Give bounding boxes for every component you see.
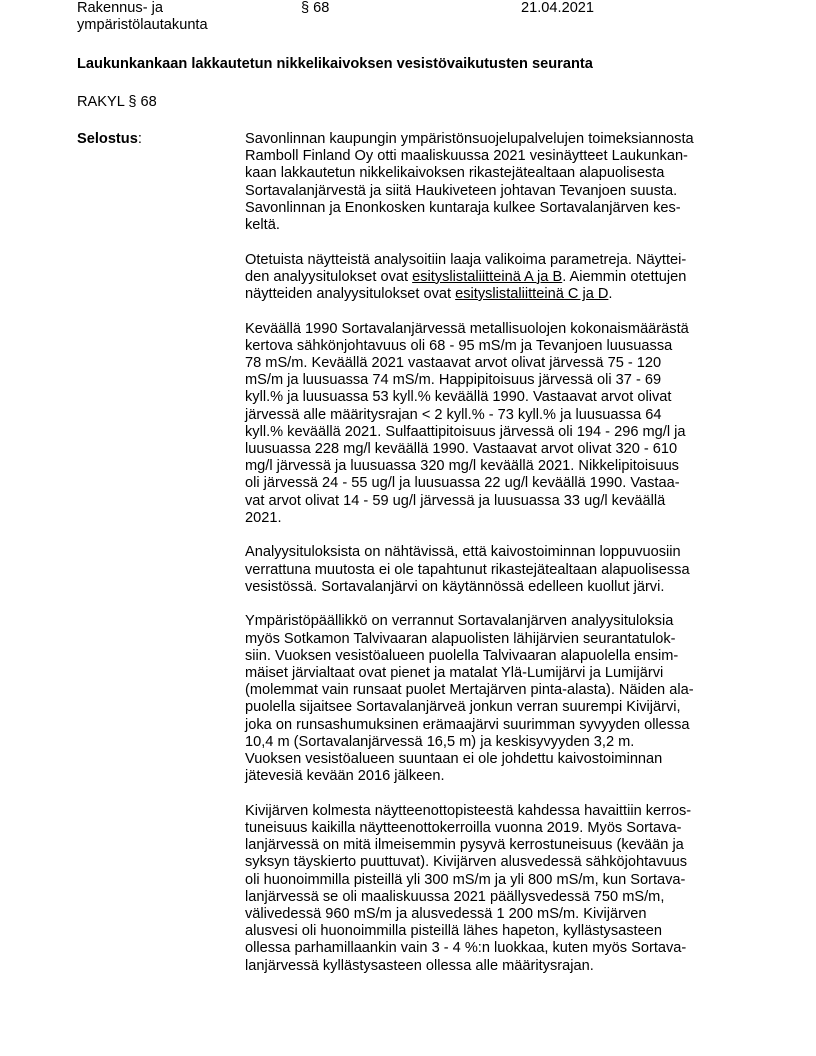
text-line: 2021. xyxy=(245,509,282,526)
text-line: jätevesiä kevään 2016 jälkeen. xyxy=(245,768,445,785)
text-line: syksyn täyskierto puuttuvat). Kivijärven alusvedessä sähköjohtavuus xyxy=(245,854,688,871)
selostus-label-colon: : xyxy=(137,131,142,147)
text-line: mg/l järvessä ja luusuassa 320 mg/l keväällä 2021. Nikkelipitoisuus xyxy=(245,458,679,475)
document-title: Laukunkankaan lakkautetun nikkelikaivoksen vesistövaikutusten seuranta xyxy=(77,56,593,72)
text-line: mS/m ja luusuassa 74 mS/m. Happipitoisuus järvessä oli 37 - 69 xyxy=(245,372,662,389)
text-line: ollessa parhamillaankin vain 3 - 4 %:n luokkaa, kuten myös Sortava- xyxy=(245,940,687,957)
text-line: Kivijärven kolmesta näytteenottopisteestä kahdessa havaittiin kerros- xyxy=(245,802,692,819)
paragraph-1 xyxy=(245,131,745,234)
text-line: Analyysituloksista on nähtävissä, että kaivostoiminnan loppuvuosiin xyxy=(245,544,681,561)
section-number: § 68 xyxy=(301,0,330,16)
committee-name-line1: Rakennus- ja xyxy=(77,0,163,16)
text-line: kaan lakkautetun nikkelikaivoksen rikastejätealtaan alapuolisesta xyxy=(245,165,665,182)
text-line: välivedessä 960 mS/m ja alusvedessä 1 200 mS/m. Kivijärven xyxy=(245,906,647,923)
committee-name-line2: ympäristölautakunta xyxy=(77,17,208,34)
meeting-date: 21.04.2021 xyxy=(521,0,595,16)
paragraph-5 xyxy=(245,613,745,785)
text-line: 78 mS/m. Keväällä 2021 vastaavat arvot olivat järvessä 75 - 120 xyxy=(245,355,662,372)
text-line: (molemmat vain runsaat puolet Mertajärven pinta-alasta). Näiden ala- xyxy=(245,682,694,699)
text-line xyxy=(245,269,745,286)
text-line: Savonlinnan ja Enonkosken kuntaraja kulkee Sortavalanjärven kes- xyxy=(245,199,681,216)
text-line: joka on runsashumuksinen erämaajärvi suurimman syvyyden ollessa xyxy=(245,716,690,733)
selostus-label xyxy=(77,131,142,148)
text-line: alusvesi oli huonoimmilla pisteillä lähes hapeton, kyllästysasteen xyxy=(245,923,662,940)
text-line: tuneisuus kaikilla näytteenottokerroilla vuonna 2019. Myös Sortava- xyxy=(245,820,682,837)
committee-name xyxy=(77,0,277,34)
text-line: Savonlinnan kaupungin ympäristönsuojelupalvelujen toimeksiannosta xyxy=(245,131,694,147)
paragraph-6 xyxy=(245,803,745,975)
paragraph-3 xyxy=(245,321,745,527)
text-line: Keväällä 1990 Sortavalanjärvessä metallisuolojen kokonaismäärästä xyxy=(245,320,689,337)
text-fragment: näytteiden analyysitulokset ovat xyxy=(245,286,456,303)
attachment-link-c-d[interactable]: esityslistaliitteinä C ja D xyxy=(455,286,609,303)
text-line: lanjärvessä kyllästysasteen ollessa alle määritysrajan. xyxy=(245,957,594,974)
selostus-label-text: Selostus xyxy=(77,131,138,147)
paragraph-4 xyxy=(245,544,745,596)
attachment-link-a-b[interactable]: esityslistaliitteinä A ja B xyxy=(412,268,563,285)
text-line: mäiset järvialtaat ovat pienet ja matalat Ylä-Lumijärvi ja Lumijärvi xyxy=(245,665,664,682)
text-fragment: den analyysitulokset ovat xyxy=(245,268,413,285)
text-fragment: . Aiemmin otettujen xyxy=(562,268,687,285)
text-line: Ympäristöpäällikkö on verrannut Sortavalanjärven analyysituloksia xyxy=(245,613,674,630)
text-line: verrattuna muutosta ei ole tapahtunut rikastejätealtaan alapuolisessa xyxy=(245,561,690,578)
text-line: kyll.% ja luusuassa 53 kyll.% keväällä 1990. Vastaavat arvot olivat xyxy=(245,389,672,406)
text-line: kyll.% keväällä 2021. Sulfaattipitoisuus järvessä oli 194 - 296 mg/l ja xyxy=(245,423,686,440)
text-line: keltä. xyxy=(245,217,280,234)
text-line: oli huonoimmilla pisteillä yli 300 mS/m ja yli 800 mS/m, kun Sortava- xyxy=(245,871,686,888)
text-line: järvessä alle määritysrajan < 2 kyll.% - 73 kyll.% ja luusuassa 64 xyxy=(245,406,662,423)
paragraph-2 xyxy=(245,252,745,304)
text-line: myös Sotkamon Talvivaaran alapuolisten lähijärvien seurantatulok- xyxy=(245,630,676,647)
text-fragment: . xyxy=(608,286,613,303)
text-line: Otetuista näytteistä analysoitiin laaja valikoima parametreja. Näyttei- xyxy=(245,251,687,268)
text-line: 10,4 m (Sortavalanjärvessä 16,5 m) ja keskisyvyyden 3,2 m. xyxy=(245,733,635,750)
text-line: luusuassa 228 mg/l keväällä 1990. Vastaavat arvot olivat 320 - 610 xyxy=(245,441,678,458)
text-line: kertova sähkönjohtavuus oli 68 - 95 mS/m ja Tevanjoen luusuassa xyxy=(245,337,673,354)
text-line: vesistössä. Sortavalanjärvi on käytännössä edelleen kuollut järvi. xyxy=(245,578,665,595)
text-line: Vuoksen vesistöalueen suuntaan ei ole johdettu kaivostoiminnan xyxy=(245,751,663,768)
text-line: siin. Vuoksen vesistöalueen puolella Talvivaaran alapuolella ensim- xyxy=(245,647,679,664)
text-line xyxy=(245,286,745,303)
text-line: Sortavalanjärvestä ja siitä Haukiveteen johtavan Tevanjoen suusta. xyxy=(245,182,678,199)
text-line: lanjärvessä se oli maaliskuussa 2021 päällysvedessä 750 mS/m, xyxy=(245,888,665,905)
body-text xyxy=(245,131,745,992)
text-line: Ramboll Finland Oy otti maaliskuussa 2021 vesinäytteet Laukunkan- xyxy=(245,148,688,165)
text-line: vat arvot olivat 14 - 59 ug/l järvessä ja luusuassa 33 ug/l keväällä xyxy=(245,492,666,509)
text-line: oli järvessä 24 - 55 ug/l ja luusuassa 22 ug/l keväällä 1990. Vastaa- xyxy=(245,475,680,492)
text-line: lanjärvessä on mitä ilmeisemmin pysyvä kerrostuneisuus (kevään ja xyxy=(245,837,684,854)
text-line: puolella sijaitsee Sortavalanjärveä jonkun verran suurempi Kivijärvi, xyxy=(245,699,681,716)
reference-code: RAKYL § 68 xyxy=(77,94,157,110)
